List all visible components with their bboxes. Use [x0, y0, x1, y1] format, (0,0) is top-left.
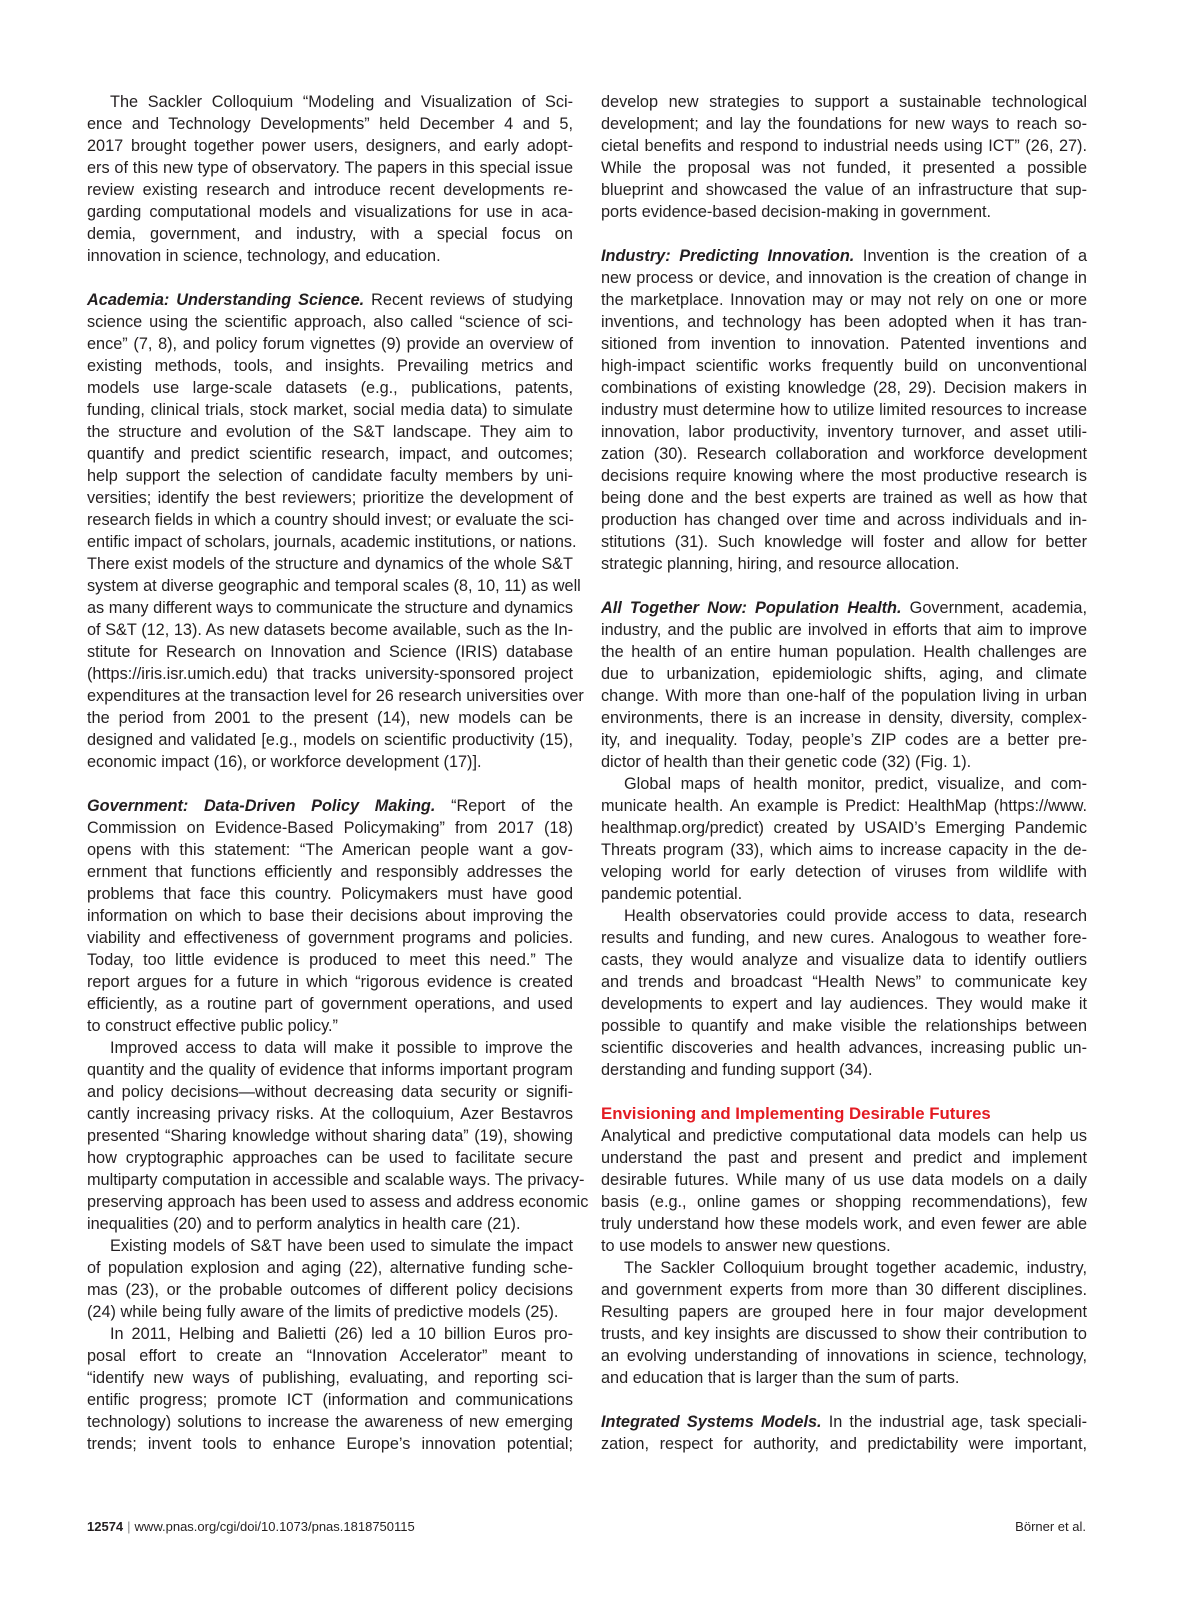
- text-line: understand the past and present and predict and implement: [601, 1149, 1087, 1167]
- text-line: the structure and evolution of the S&T landscape. They aim to: [87, 423, 573, 441]
- section-heading: Envisioning and Implementing Desirable Futures: [601, 1104, 991, 1123]
- text-line: quantify and predict scientific research, impact, and outcomes;: [87, 445, 573, 463]
- text-line: system at diverse geographic and temporal scales (8, 10, 11) as well: [87, 577, 581, 595]
- paragraph: [601, 1257, 1087, 1389]
- text-line: Analytical and predictive computational data models can help us: [601, 1127, 1087, 1145]
- text-line: innovation, labor productivity, inventory turnover, and asset utili-: [601, 423, 1087, 441]
- run-in-heading: All Together Now: Population Health.: [601, 599, 902, 617]
- text-line: new process or device, and innovation is the creation of change in: [601, 269, 1087, 287]
- text-line: posal effort to create an “Innovation Accelerator” meant to: [87, 1347, 573, 1365]
- text-line: (https://iris.isr.umich.edu) that tracks university-sponsored project: [87, 665, 573, 683]
- text-line: zation, respect for authority, and predictability were important,: [601, 1435, 1087, 1453]
- paragraph: [87, 1235, 573, 1323]
- text-line: the period from 2001 to the present (14), new models can be: [87, 709, 573, 727]
- text-line: research fields in which a country should invest; or evaluate the sci-: [87, 511, 574, 529]
- text-line: versities; identify the best reviewers; prioritize the development of: [87, 489, 573, 507]
- text-line: production has changed over time and across individuals and in-: [601, 511, 1087, 529]
- text-line: presented “Sharing knowledge without sharing data” (19), showing: [87, 1127, 573, 1145]
- text-line: economic impact (16), or workforce development (17)].: [87, 753, 482, 771]
- text-line: innovation in science, technology, and education.: [87, 247, 441, 265]
- text-line: veloping world for early detection of viruses from wildlife with: [601, 863, 1087, 881]
- text-line: report argues for a future in which “rigorous evidence is created: [87, 973, 573, 991]
- text-line: science using the scientific approach, also called “science of sci-: [87, 313, 573, 331]
- right-column: [601, 91, 1087, 1455]
- text-line: problems that face this country. Policymakers must have good: [87, 885, 573, 903]
- text-line: and policy decisions—without decreasing data security or signifi-: [87, 1083, 573, 1101]
- text-line: mas (23), or the probable outcomes of different policy decisions: [87, 1281, 573, 1299]
- text-line: healthmap.org/predict) created by USAID’s Emerging Pandemic: [601, 819, 1087, 837]
- paragraph: [87, 1037, 589, 1235]
- text-line: Global maps of health monitor, predict, visualize, and com-: [624, 775, 1087, 793]
- text-line: entific progress; promote ICT (information and communications: [87, 1391, 573, 1409]
- text-line: the marketplace. Innovation may or may not rely on one or more: [601, 291, 1087, 309]
- text-line: “identify new ways of publishing, evaluating, and reporting sci-: [87, 1369, 573, 1387]
- text-line: environments, there is an increase in density, diversity, complex-: [601, 709, 1087, 727]
- paragraph: [87, 91, 573, 267]
- left-column: [87, 91, 589, 1455]
- text-line: preserving approach has been used to assess and address economic: [87, 1193, 589, 1211]
- text-line: 2017 brought together power users, designers, and early adopt-: [87, 137, 573, 155]
- text-line: models use large-scale datasets (e.g., publications, patents,: [87, 379, 573, 397]
- text-line: the health of an entire human population. Health challenges are: [601, 643, 1087, 661]
- text-line: technology) solutions to increase the awareness of new emerging: [87, 1413, 573, 1431]
- text-line: cietal benefits and respond to industrial needs using ICT” (26, 27).: [601, 137, 1087, 155]
- text-line: ers of this new type of observatory. The papers in this special issue: [87, 159, 573, 177]
- text-line: industry must determine how to utilize limited resources to increase: [601, 401, 1087, 419]
- text-line: stitutions (31). Such knowledge will foster and allow for better: [601, 533, 1087, 551]
- text-line: [601, 1411, 1087, 1433]
- text-line: designed and validated [e.g., models on scientific productivity (15),: [87, 731, 573, 749]
- text-line: There exist models of the structure and dynamics of the whole S&T: [87, 555, 573, 573]
- line-text: Government, academia,: [901, 599, 1088, 617]
- text-line: high-impact scientific works frequently build on unconventional: [601, 357, 1087, 375]
- text-line: demia, government, and industry, with a special focus on: [87, 225, 573, 243]
- text-line: and government experts from more than 30 different disciplines.: [601, 1281, 1087, 1299]
- text-line: inequalities (20) and to perform analytics in health care (21).: [87, 1215, 521, 1233]
- text-line: possible to quantify and make visible the relationships between: [601, 1017, 1087, 1035]
- run-in-heading: Industry: Predicting Innovation.: [601, 247, 855, 265]
- text-line: Improved access to data will make it possible to improve the: [110, 1039, 573, 1057]
- doi-link[interactable]: www.pnas.org/cgi/doi/10.1073/pnas.1818750115: [134, 1519, 415, 1534]
- text-line: ence” (7, 8), and policy forum vignettes (9) provide an overview of: [87, 335, 573, 353]
- text-line: as many different ways to communicate the structure and dynamics: [87, 599, 573, 617]
- run-in-heading: Integrated Systems Models.: [601, 1413, 822, 1431]
- text-line: [601, 597, 1087, 619]
- run-in-heading: Academia: Understanding Science.: [87, 291, 365, 309]
- text-line: being done and the best experts are trained as well as how that: [601, 489, 1087, 507]
- text-line: opens with this statement: “The American people want a gov-: [87, 841, 573, 859]
- text-line: pandemic potential.: [601, 885, 743, 903]
- text-line: The Sackler Colloquium “Modeling and Visualization of Sci-: [110, 93, 573, 111]
- text-line: municate health. An example is Predict: HealthMap (https://www.: [601, 797, 1087, 815]
- text-line: industry, and the public are involved in efforts that aim to improve: [601, 621, 1087, 639]
- text-line: garding computational models and visualizations for use in aca-: [87, 203, 573, 221]
- text-line: decisions require knowing where the most productive research is: [601, 467, 1087, 485]
- text-line: ity, and inequality. Today, people’s ZIP codes are a better pre-: [601, 731, 1087, 749]
- text-line: stitute for Research on Innovation and Science (IRIS) database: [87, 643, 573, 661]
- text-line: expenditures at the transaction level for 26 research universities over: [87, 687, 584, 705]
- text-line: Commission on Evidence-Based Policymaking” from 2017 (18): [87, 819, 573, 837]
- text-line: of S&T (12, 13). As new datasets become available, such as the In-: [87, 621, 573, 639]
- page-number: 12574: [87, 1519, 124, 1534]
- text-line: desirable futures. While many of us use data models on a daily: [601, 1171, 1087, 1189]
- text-line: an evolving understanding of innovations in science, technology,: [601, 1347, 1087, 1365]
- text-line: cantly increasing privacy risks. At the colloquium, Azer Bestavros: [87, 1105, 573, 1123]
- subsection-paragraph: [87, 289, 584, 773]
- text-line: of population explosion and aging (22), alternative funding sche-: [87, 1259, 573, 1277]
- text-line: development; and lay the foundations for new ways to reach so-: [601, 115, 1087, 133]
- text-line: and education that is larger than the sum of parts.: [601, 1369, 960, 1387]
- subsection-paragraph: [601, 597, 1087, 773]
- text-line: truly understand how these models work, and even fewer are able: [601, 1215, 1087, 1233]
- text-line: funding, clinical trials, stock market, social media data) to simulate: [87, 401, 573, 419]
- text-line: casts, they would analyze and visualize data to identify outliers: [601, 951, 1087, 969]
- text-line: basis (e.g., online games or shopping recommendations), few: [601, 1193, 1087, 1211]
- text-line: develop new strategies to support a sustainable technological: [601, 93, 1087, 111]
- text-line: ence and Technology Developments” held December 4 and 5,: [87, 115, 573, 133]
- text-line: review existing research and introduce recent developments re-: [87, 181, 573, 199]
- text-line: The Sackler Colloquium brought together academic, industry,: [624, 1259, 1087, 1277]
- text-line: zation (30). Research collaboration and workforce development: [601, 445, 1087, 463]
- text-line: derstanding and funding support (34).: [601, 1061, 873, 1079]
- text-line: entific impact of scholars, journals, academic institutions, or nations.: [87, 533, 577, 551]
- text-line: Threats program (33), which aims to increase capacity in the de-: [601, 841, 1087, 859]
- text-line: quantity and the quality of evidence that informs important program: [87, 1061, 573, 1079]
- text-line: Resulting papers are grouped here in four major development: [601, 1303, 1087, 1321]
- text-line: information on which to base their decisions about improving the: [87, 907, 573, 925]
- text-line: [87, 289, 573, 311]
- text-line: and trends and broadcast “Health News” to communicate key: [601, 973, 1087, 991]
- subsection-paragraph: [87, 795, 573, 1037]
- text-line: sitioned from invention to innovation. Patented inventions and: [601, 335, 1087, 353]
- text-line: trusts, and key insights are discussed to show their contribution to: [601, 1325, 1087, 1343]
- text-line: due to urbanization, epidemiologic shifts, aging, and climate: [601, 665, 1087, 683]
- running-authors: Börner et al.: [1015, 1519, 1086, 1534]
- text-line: (24) while being fully aware of the limits of predictive models (25).: [87, 1303, 559, 1321]
- text-line: results and funding, and new cures. Analogous to weather fore-: [601, 929, 1087, 947]
- line-text: Invention is the creation of a: [854, 247, 1087, 265]
- text-line: In 2011, Helbing and Balietti (26) led a 10 billion Euros pro-: [110, 1325, 573, 1343]
- text-line: to construct effective public policy.”: [87, 1017, 338, 1035]
- line-text: “Report of the: [435, 797, 573, 815]
- text-line: Health observatories could provide access to data, research: [624, 907, 1087, 925]
- footer-separator: |: [127, 1519, 131, 1534]
- text-line: developments to expert and lay audiences. They would make it: [601, 995, 1087, 1013]
- paragraph: [601, 905, 1087, 1081]
- text-line: efficiently, as a routine part of government operations, and used: [87, 995, 573, 1013]
- paragraph: [87, 1323, 573, 1455]
- text-line: While the proposal was not funded, it presented a possible: [601, 159, 1087, 177]
- text-line: Existing models of S&T have been used to simulate the impact: [110, 1237, 573, 1255]
- text-line: Today, too little evidence is produced to meet this need.” The: [87, 951, 573, 969]
- text-line: inventions, and technology has been adopted when it has tran-: [601, 313, 1087, 331]
- paragraph: [601, 91, 1087, 223]
- text-line: trends; invent tools to enhance Europe’s innovation potential;: [87, 1435, 573, 1453]
- line-text: In the industrial age, task speciali-: [821, 1413, 1087, 1431]
- text-line: multiparty computation in accessible and scalable ways. The privacy-: [87, 1171, 585, 1189]
- text-line: blueprint and showcased the value of an infrastructure that sup-: [601, 181, 1087, 199]
- subsection-paragraph: [601, 245, 1087, 575]
- line-text: Recent reviews of studying: [364, 291, 573, 309]
- page-footer: [87, 1519, 1086, 1534]
- text-line: ports evidence-based decision-making in government.: [601, 203, 992, 221]
- text-line: scientific discoveries and health advances, increasing public un-: [601, 1039, 1087, 1057]
- text-line: how cryptographic approaches can be used to facilitate secure: [87, 1149, 573, 1167]
- text-line: help support the selection of candidate faculty members by uni-: [87, 467, 573, 485]
- paragraph: [601, 1125, 1087, 1257]
- text-line: dictor of health than their genetic code (32) (Fig. 1).: [601, 753, 972, 771]
- subsection-paragraph: [601, 1411, 1087, 1455]
- text-line: existing methods, tools, and insights. Prevailing metrics and: [87, 357, 573, 375]
- paragraph: [601, 773, 1087, 905]
- run-in-heading: Government: Data-Driven Policy Making.: [87, 797, 436, 815]
- text-line: [87, 795, 573, 817]
- text-line: combinations of existing knowledge (28, 29). Decision makers in: [601, 379, 1087, 397]
- text-line: ernment that functions efficiently and responsibly addresses the: [87, 863, 573, 881]
- text-line: [601, 245, 1087, 267]
- text-line: viability and effectiveness of government programs and policies.: [87, 929, 573, 947]
- text-line: strategic planning, hiring, and resource allocation.: [601, 555, 960, 573]
- text-line: to use models to answer new questions.: [601, 1237, 891, 1255]
- text-line: change. With more than one-half of the population living in urban: [601, 687, 1087, 705]
